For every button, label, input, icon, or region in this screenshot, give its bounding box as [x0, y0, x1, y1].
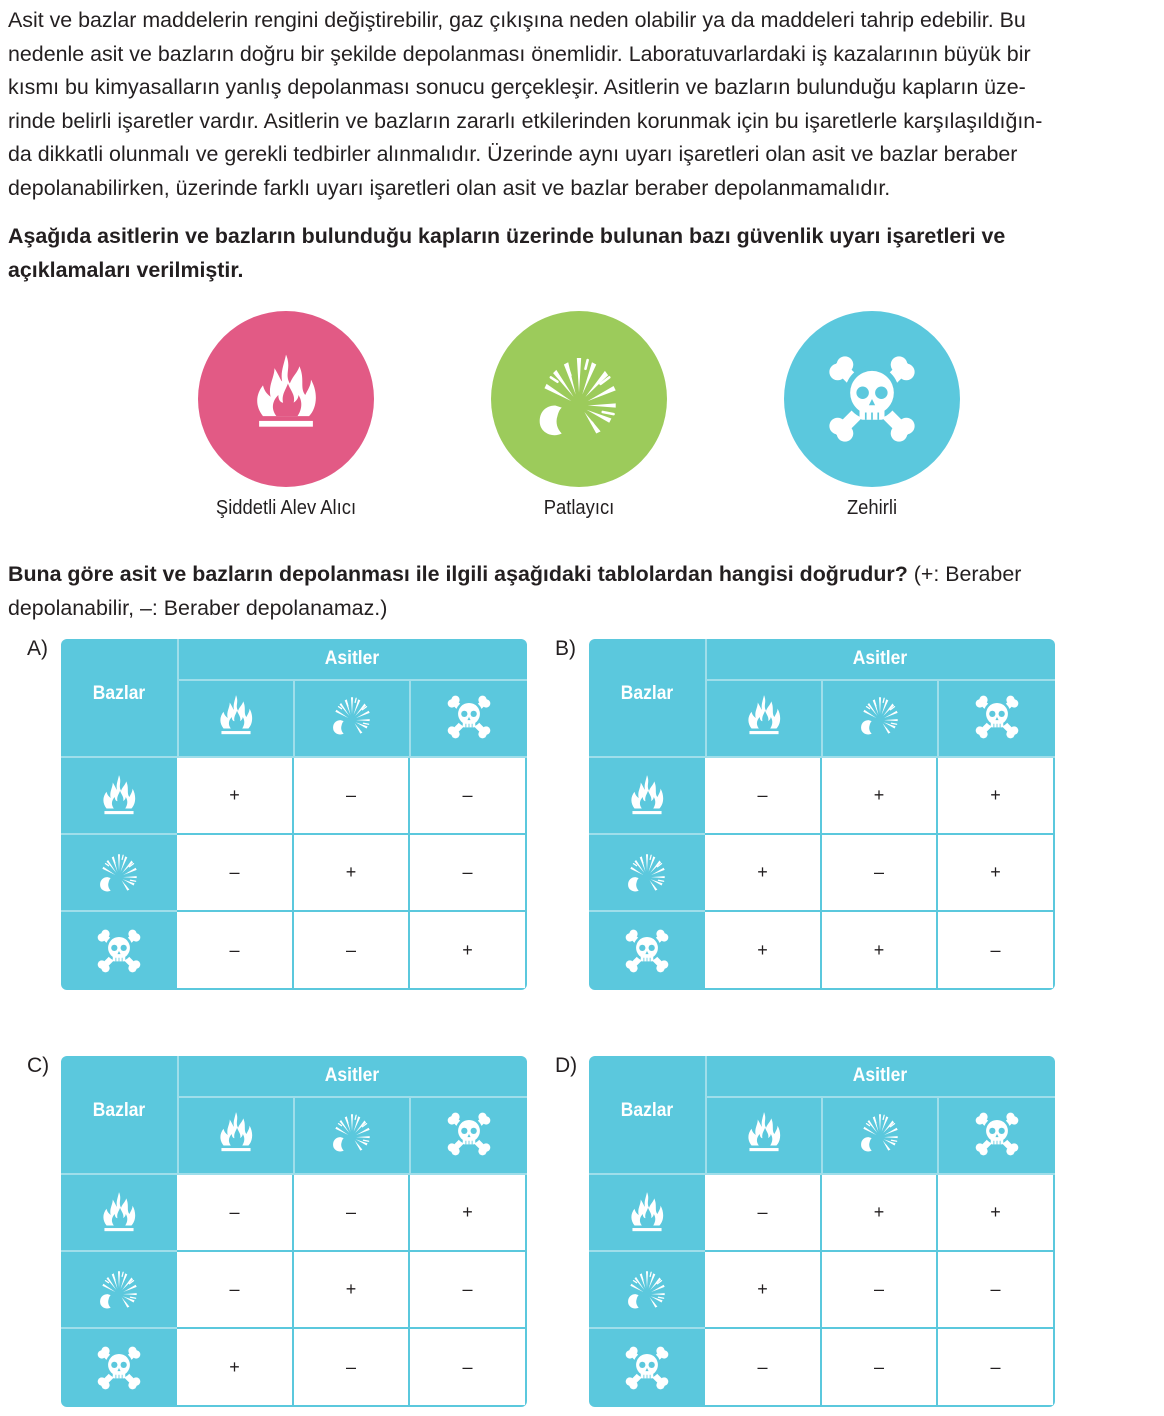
header-divider [409, 1098, 411, 1175]
intro-line: da dikkatli olunmalı ve gerekli tedbirler alınmalıdır. Üzerinde aynı uyarı işaretleri olan asit ve bazlar beraber [8, 142, 1018, 166]
skull-crossbones-icon [971, 691, 1023, 743]
flammable-label: Şiddetli Alev Alıcı [215, 497, 357, 519]
table-cell: + [705, 835, 822, 912]
header-divider [589, 1250, 705, 1252]
flame-icon [621, 1188, 673, 1240]
table-cell: – [294, 758, 410, 835]
table-cell: – [938, 912, 1055, 990]
flame-icon [738, 691, 790, 743]
header-divider [61, 833, 177, 835]
flame-icon [738, 1108, 790, 1160]
header-divider [61, 1327, 177, 1329]
header-divider [61, 910, 177, 912]
instruction-text [8, 220, 1151, 287]
explosive-sign [491, 311, 667, 487]
flammable-sign [198, 311, 374, 487]
table-cell: – [705, 1175, 822, 1252]
acids-header: Asitler [852, 1065, 908, 1086]
header-divider [589, 1327, 705, 1329]
header-divider [705, 679, 1055, 681]
header-divider [409, 681, 411, 758]
intro-line: rinde belirli işaretler vardır. Asitlerin ve bazların zararlı etkilerinden korunmak için bu işaretlerle karşılaşıldığın- [8, 108, 1043, 133]
flame-icon [198, 311, 374, 487]
table-cell: – [822, 1252, 938, 1329]
header-divider [705, 639, 707, 758]
table-cell: + [177, 1329, 294, 1407]
table-cell: – [294, 1329, 410, 1407]
explosion-icon [93, 1265, 145, 1317]
skull-crossbones-icon [784, 311, 960, 487]
table-cell: – [822, 835, 938, 912]
table-cell: – [177, 1252, 294, 1329]
flame-icon [93, 1188, 145, 1240]
option-d-letter[interactable]: D) [555, 1054, 578, 1077]
skull-crossbones-icon [443, 1108, 495, 1160]
explosion-icon [621, 848, 673, 900]
table-cell: – [177, 1175, 294, 1252]
table-cell: – [705, 1329, 822, 1407]
skull-crossbones-icon [93, 925, 145, 977]
bases-header: Bazlar [92, 683, 146, 704]
acids-header: Asitler [324, 1065, 380, 1086]
table-cell: – [177, 835, 294, 912]
table-cell: – [410, 1329, 527, 1407]
instruction-line: Aşağıda asitlerin ve bazların bulunduğu kapların üzerinde bulunan bazı güvenlik uyarı işaretleri ve [8, 224, 1006, 248]
explosion-icon [326, 1108, 378, 1160]
table-cell: + [294, 835, 410, 912]
table-cell: – [410, 1252, 527, 1329]
table-cell: – [410, 758, 527, 835]
table-cell: – [294, 1175, 410, 1252]
table-cell: – [294, 912, 410, 990]
table-cell: + [294, 1252, 410, 1329]
table-cell: – [705, 758, 822, 835]
header-divider [177, 639, 179, 758]
header-divider [821, 681, 823, 758]
flame-icon [210, 691, 262, 743]
table-cell: – [177, 912, 294, 990]
header-divider [177, 679, 527, 681]
table-cell: + [705, 1252, 822, 1329]
flame-icon [621, 771, 673, 823]
intro-line: kısmı bu kimyasalların yanlış depolanması sonucu gerçekleşir. Asitlerin ve bazların bulunduğu kapların üze- [8, 75, 1026, 99]
header-divider [177, 1056, 179, 1175]
instruction-line: açıklamaları verilmiştir. [8, 257, 244, 282]
question-legend-line: depolanabilir, –: Beraber depolanamaz.) [8, 595, 388, 620]
table-cell: + [822, 758, 938, 835]
intro-line: nedenle asit ve bazların doğru bir şekilde depolanması önemlidir. Laboratuvarlardaki iş kazalarının büyük bir [8, 41, 1031, 66]
table-cell: + [410, 912, 527, 990]
header-divider [61, 1250, 177, 1252]
bases-header: Bazlar [620, 1100, 674, 1121]
explosion-icon [854, 691, 906, 743]
table-cell: – [938, 1329, 1055, 1407]
option-b-table[interactable] [589, 639, 1055, 990]
table-cell: + [705, 912, 822, 990]
option-c-table[interactable] [61, 1056, 527, 1407]
bases-header: Bazlar [92, 1100, 146, 1121]
question-bold: Buna göre asit ve bazların depolanması ile ilgili aşağıdaki tablolardan hangisi doğrudur? [8, 562, 908, 586]
header-divider [705, 1056, 707, 1175]
table-cell: – [410, 835, 527, 912]
intro-paragraph [8, 4, 1151, 205]
header-divider [589, 910, 705, 912]
option-b-letter[interactable]: B) [555, 637, 576, 660]
option-c-letter[interactable]: C) [27, 1054, 50, 1077]
toxic-label: Zehirli [846, 497, 898, 519]
acids-header: Asitler [852, 648, 908, 669]
flame-icon [210, 1108, 262, 1160]
explosive-label: Patlayıcı [543, 497, 615, 519]
explosion-icon [621, 1265, 673, 1317]
intro-line: Asit ve bazlar maddelerin rengini değiştirebilir, gaz çıkışına neden olabilir ya da maddeleri tahrip edebilir. Bu [8, 8, 1026, 32]
header-divider [177, 1096, 527, 1098]
explosion-icon [326, 691, 378, 743]
table-cell: + [822, 1175, 938, 1252]
explosion-icon [854, 1108, 906, 1160]
skull-crossbones-icon [93, 1342, 145, 1394]
table-cell: + [410, 1175, 527, 1252]
table-cell: + [177, 758, 294, 835]
bases-header: Bazlar [620, 683, 674, 704]
table-cell: + [938, 1175, 1055, 1252]
intro-line: depolanabilirken, üzerinde farklı uyarı işaretleri olan asit ve bazlar beraber depolanmamalıdır. [8, 175, 891, 200]
option-a-letter[interactable]: A) [27, 637, 48, 660]
skull-crossbones-icon [621, 925, 673, 977]
table-cell: + [822, 912, 938, 990]
skull-crossbones-icon [621, 1342, 673, 1394]
flame-icon [93, 771, 145, 823]
header-divider [821, 1098, 823, 1175]
header-divider [293, 681, 295, 758]
acids-header: Asitler [324, 648, 380, 669]
option-a-table[interactable] [61, 639, 527, 990]
question-text [8, 558, 1151, 625]
question-legend: (+: Beraber [907, 562, 1022, 586]
table-cell: – [938, 1252, 1055, 1329]
header-divider [937, 1098, 939, 1175]
header-divider [705, 1096, 1055, 1098]
toxic-sign [784, 311, 960, 487]
header-divider [293, 1098, 295, 1175]
option-d-table[interactable] [589, 1056, 1055, 1407]
table-cell: + [938, 758, 1055, 835]
table-cell: – [822, 1329, 938, 1407]
skull-crossbones-icon [443, 691, 495, 743]
header-divider [937, 681, 939, 758]
header-divider [589, 833, 705, 835]
skull-crossbones-icon [971, 1108, 1023, 1160]
explosion-icon [93, 848, 145, 900]
explosion-icon [491, 311, 667, 487]
table-cell: + [938, 835, 1055, 912]
